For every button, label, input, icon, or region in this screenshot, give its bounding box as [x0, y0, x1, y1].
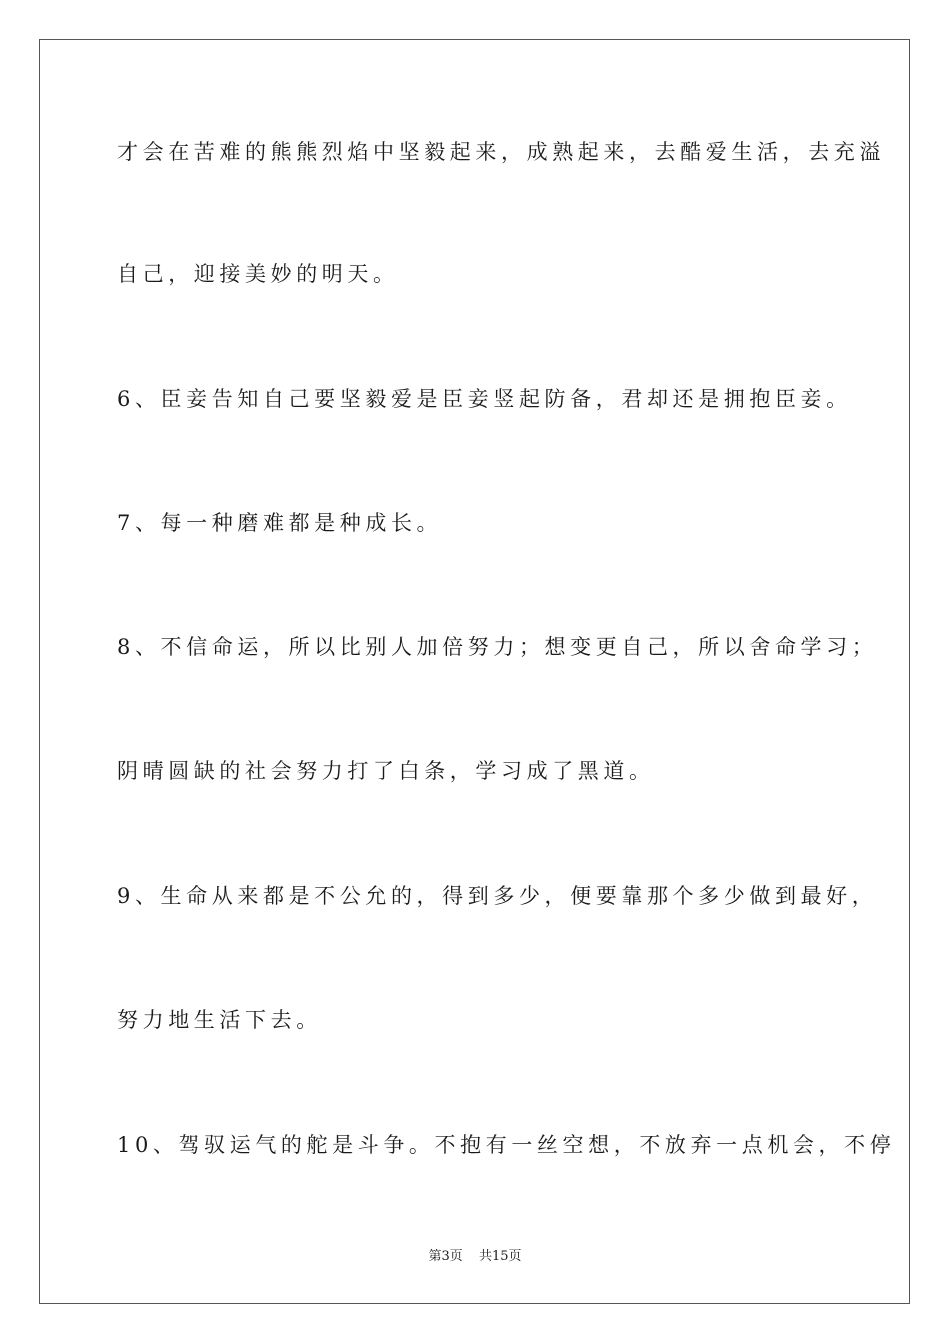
text-line-7: 9、生命从来都是不公允的，得到多少，便要靠那个多少做到最好， — [117, 884, 878, 908]
text-line-9: 10、驾驭运气的舵是斗争。不抱有一丝空想，不放弃一点机会，不停 — [117, 1133, 896, 1157]
page-border — [39, 39, 910, 1304]
text-line-6: 阴晴圆缺的社会努力打了白条，学习成了黑道。 — [117, 759, 655, 783]
page-number: 第3页 — [428, 1249, 463, 1264]
text-line-4: 7、每一种磨难都是种成长。 — [117, 511, 443, 535]
text-line-8: 努力地生活下去。 — [117, 1008, 322, 1032]
page-footer — [0, 1248, 950, 1266]
text-line-3: 6、臣妾告知自己要坚毅爱是臣妾竖起防备，君却还是拥抱臣妾。 — [117, 387, 852, 411]
text-line-5: 8、不信命运，所以比别人加倍努力；想变更自己，所以舍命学习； — [117, 635, 878, 659]
text-line-1: 才会在苦难的熊熊烈焰中坚毅起来，成熟起来，去酷爱生活，去充溢 — [117, 140, 885, 164]
page-total: 共15页 — [478, 1249, 522, 1264]
text-line-2: 自己，迎接美妙的明天。 — [117, 262, 399, 286]
